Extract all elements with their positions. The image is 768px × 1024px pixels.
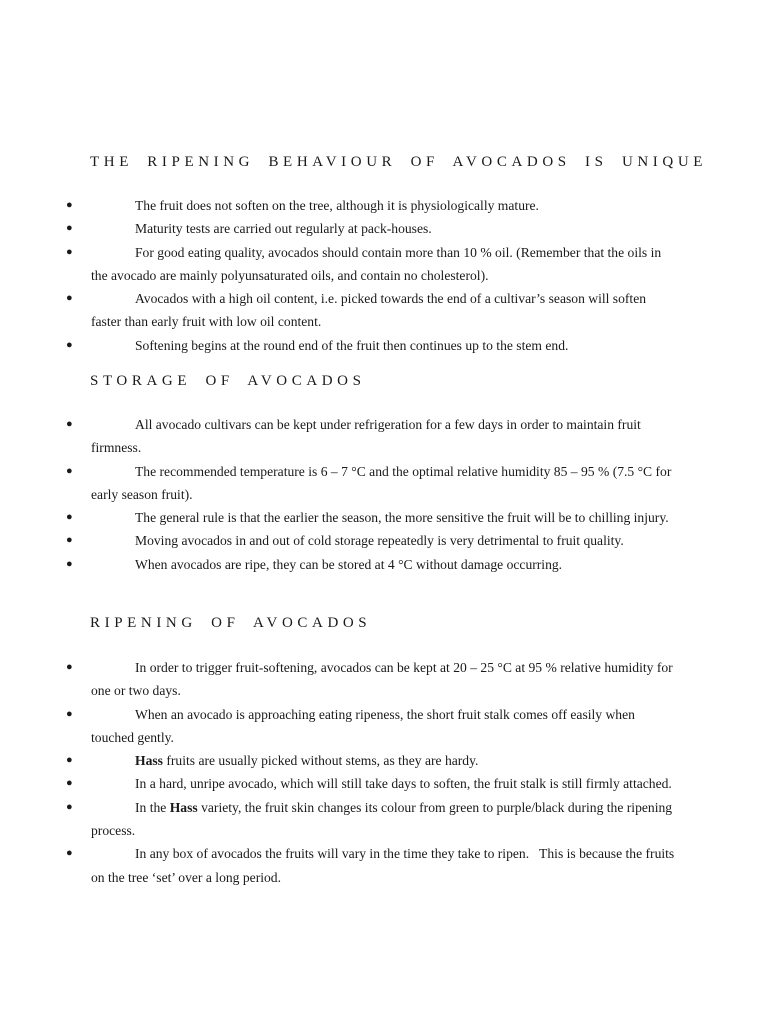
list-item: ● The fruit does not soften on the tree, although it is physiologically mature. — [0, 194, 768, 217]
list-item: ● In the Hass variety, the fruit skin changes its colour from green to purple/black during the ripening process. — [0, 796, 768, 843]
bullet-icon: ● — [66, 464, 73, 477]
section-heading-ripening-of-avocados: RIPENING OF AVOCADOS — [90, 615, 372, 631]
list-item: ● The general rule is that the earlier the season, the more sensitive the fruit will be to chilling injury. — [0, 506, 768, 529]
bullet-list-ripening-behaviour — [0, 194, 768, 357]
bullet-icon: ● — [66, 847, 73, 860]
list-item: ● The recommended temperature is 6 – 7 °C and the optimal relative humidity 85 – 95 % (7.5 °C for early season fruit). — [0, 460, 768, 507]
bullet-icon: ● — [66, 511, 73, 524]
bullet-icon: ● — [66, 245, 73, 258]
bullet-icon: ● — [66, 800, 73, 813]
bullet-icon: ● — [66, 707, 73, 720]
bullet-icon: ● — [66, 754, 73, 767]
list-item: ● Moving avocados in and out of cold storage repeatedly is very detrimental to fruit quality. — [0, 529, 768, 552]
bullet-icon: ● — [66, 222, 73, 235]
bullet-icon: ● — [66, 418, 73, 430]
bullet-icon: ● — [66, 777, 73, 790]
section-heading-ripening-behaviour: THE RIPENING BEHAVIOUR OF AVOCADOS IS UNIQUE — [90, 154, 708, 170]
list-item: ● When an avocado is approaching eating ripeness, the short fruit stalk comes off easily when touched gently. — [0, 703, 768, 750]
list-item: ● For good eating quality, avocados should contain more than 10 % oil. (Remember that the oils in the avocado are mainly polyunsaturated oils, and contain no cholesterol). — [0, 241, 768, 288]
bullet-icon: ● — [66, 661, 73, 673]
bullet-icon: ● — [66, 292, 73, 305]
list-item: ● In a hard, unripe avocado, which will still take days to soften, the fruit stalk is still firmly attached. — [0, 772, 768, 795]
bullet-list-ripening — [0, 656, 768, 889]
list-item: ● Avocados with a high oil content, i.e. picked towards the end of a cultivar’s season will soften faster than early fruit with low oil content. — [0, 287, 768, 334]
list-item: ● When avocados are ripe, they can be stored at 4 °C without damage occurring. — [0, 553, 768, 576]
bullet-icon: ● — [66, 534, 73, 547]
list-item: ● All avocado cultivars can be kept under refrigeration for a few days in order to maintain fruit firmness. — [0, 413, 768, 460]
bullet-icon: ● — [66, 338, 73, 351]
list-item: ● In any box of avocados the fruits will vary in the time they take to ripen. This is because the fruits on the tree ‘set’ over a long period. — [0, 842, 768, 889]
cultivar-name: Hass — [135, 753, 163, 769]
list-item: ● In order to trigger fruit-softening, avocados can be kept at 20 – 25 °C at 95 % relative humidity for one or two days. — [0, 656, 768, 703]
section-heading-storage: STORAGE OF AVOCADOS — [90, 373, 366, 389]
list-item: ● Maturity tests are carried out regularly at pack-houses. — [0, 217, 768, 240]
bullet-list-storage — [0, 413, 768, 576]
list-item: ● Softening begins at the round end of the fruit then continues up to the stem end. — [0, 334, 768, 357]
bullet-icon: ● — [66, 557, 73, 570]
cultivar-name: Hass — [169, 799, 198, 815]
list-item: ● Hass fruits are usually picked without stems, as they are hardy. — [0, 749, 768, 772]
bullet-icon: ● — [66, 199, 73, 211]
